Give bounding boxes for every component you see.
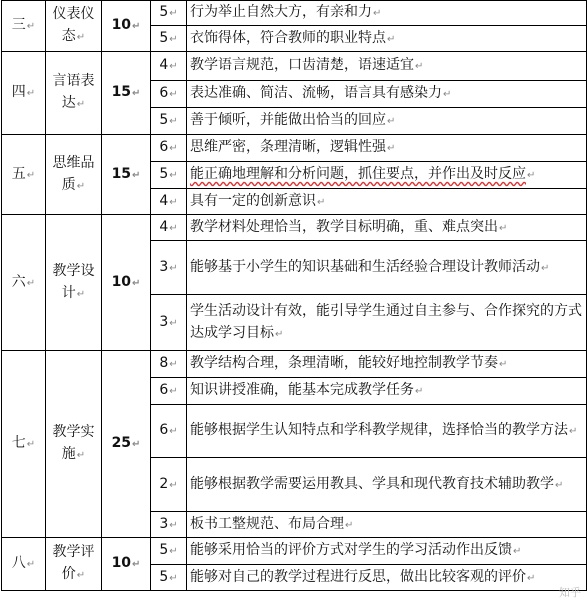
table-row [2,215,587,241]
item-description: 具有一定的创新意识↵ [187,189,587,215]
section-name: 思维品质↵ [46,135,102,215]
section-total-points: 10↵ [102,215,151,351]
item-points: 8↵ [151,351,187,378]
item-points: 6↵ [151,135,187,162]
item-points: 5↵ [151,1,187,26]
item-description: 善于倾听，并能做出恰当的回应↵ [187,108,587,135]
section-total-points: 15↵ [102,135,151,215]
item-description: 教学结构合理，条理清晰，能较好地控制教学节奏↵ [187,351,587,378]
item-points: 5↵ [151,108,187,135]
item-description: 知识讲授准确，能基本完成教学任务↵ [187,378,587,405]
item-description: 行为举止自然大方，有亲和力↵ [187,1,587,26]
item-description: 能够根据学生认知特点和学科教学规律，选择恰当的教学方法↵ [187,405,587,458]
table-row [2,351,587,378]
item-description: 能够对自己的教学过程进行反思，做出比较客观的评价↵ [187,565,587,591]
item-points: 6↵ [151,81,187,108]
item-description: 能够采用恰当的评价方式对学生的学习活动作出反馈↵ [187,538,587,565]
item-description: 学生活动设计有效，能引导学生通过自主参与、合作探究的方式达成学习目标↵ [187,295,587,351]
section-name: 仪表仪态↵ [46,1,102,52]
item-description: 能够根据教学需要运用教具、学具和现代教育技术辅助教学↵ [187,458,587,512]
item-points: 5↵ [151,565,187,591]
section-total-points: 15↵ [102,52,151,135]
watermark: 知乎 [559,586,581,599]
section-number: 三↵ [2,1,46,52]
item-description: 能正确地理解和分析问题，抓住要点，并作出及时反应↵ [187,162,587,189]
table-row [2,1,587,26]
section-number: 八↵ [2,538,46,591]
item-points: 4↵ [151,215,187,241]
item-description: 教学语言规范，口齿清楚，语速适宜↵ [187,52,587,81]
item-points: 3↵ [151,512,187,538]
section-number: 四↵ [2,52,46,135]
item-description: 教学材料处理恰当，教学目标明确，重、难点突出↵ [187,215,587,241]
section-number: 五↵ [2,135,46,215]
section-total-points: 10↵ [102,1,151,52]
item-points: 5↵ [151,538,187,565]
item-points: 6↵ [151,405,187,458]
item-points: 5↵ [151,26,187,52]
item-points: 5↵ [151,162,187,189]
section-total-points: 25↵ [102,351,151,538]
section-total-points: 10↵ [102,538,151,591]
item-description: 能够基于小学生的知识基础和生活经验合理设计教师活动↵ [187,241,587,295]
table-row [2,52,587,81]
item-points: 4↵ [151,52,187,81]
item-points: 3↵ [151,295,187,351]
item-points: 4↵ [151,189,187,215]
section-number: 七↵ [2,351,46,538]
item-points: 2↵ [151,458,187,512]
item-points: 3↵ [151,241,187,295]
table-row [2,135,587,162]
item-description: 思维严密，条理清晰，逻辑性强↵ [187,135,587,162]
scoring-rubric-table [1,0,587,591]
section-name: 教学实施↵ [46,351,102,538]
table-row [2,538,587,565]
section-number: 六↵ [2,215,46,351]
section-name: 教学评价↵ [46,538,102,591]
section-name: 教学设计↵ [46,215,102,351]
item-description: 衣饰得体，符合教师的职业特点↵ [187,26,587,52]
section-name: 言语表达↵ [46,52,102,135]
item-description: 板书工整规范、布局合理↵ [187,512,587,538]
item-description: 表达准确、简洁、流畅，语言具有感染力↵ [187,81,587,108]
item-points: 6↵ [151,378,187,405]
